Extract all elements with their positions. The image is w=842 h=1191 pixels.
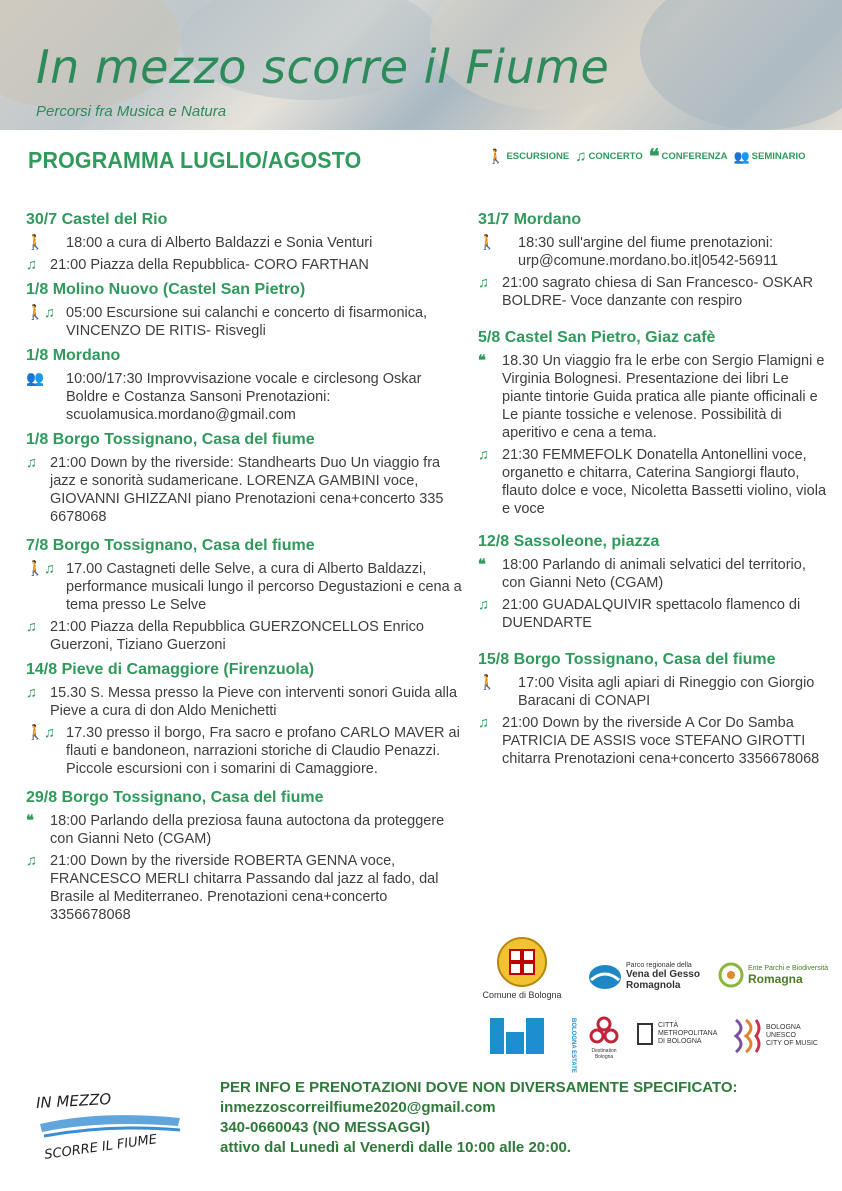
- event-title: 7/8 Borgo Tossignano, Casa del fiume: [26, 537, 315, 554]
- logo-label: Vena del Gesso: [626, 969, 700, 980]
- event-type-icon: ♫: [26, 257, 37, 273]
- legend-label: CONFERENZA: [661, 151, 728, 162]
- event-block: [478, 210, 828, 310]
- legend-item: [648, 145, 728, 168]
- logo-label: Destination Bologna: [591, 1048, 617, 1060]
- event-title: 1/8 Mordano: [26, 347, 121, 364]
- event-text: 21:00 sagrato chiesa di San Francesco- OSKAR BOLDRE- Voce danzante con respiro: [502, 275, 814, 309]
- bologna-estate-logo: [488, 1016, 546, 1056]
- event-text: 21:00 Piazza della Repubblica- CORO FARTHAN: [50, 257, 369, 273]
- event-title: 30/7 Castel del Rio: [26, 211, 168, 228]
- event-title: 5/8 Castel San Pietro, Giaz cafè: [478, 329, 716, 346]
- logo-label: CITTÀ: [658, 1022, 679, 1029]
- logo-label: DI BOLOGNA: [658, 1038, 702, 1045]
- legend-item: [575, 148, 642, 165]
- event-type-icon: ♫: [26, 853, 37, 869]
- program-heading: PROGRAMMA LUGLIO/AGOSTO: [28, 147, 362, 173]
- event-block: [26, 660, 466, 778]
- event-block: [26, 430, 466, 526]
- people-icon: 👥: [733, 148, 750, 164]
- event-text: 15.30 S. Messa presso la Pieve con interventi sonori Guida alla Pieve a cura di don Aldo Menichetti: [50, 685, 458, 719]
- legend-label: CONCERTO: [588, 151, 643, 162]
- event-text: 10:00/17:30 Improvvisazione vocale e circlesong Oskar Boldre e Costanza Sansoni Prenotazioni: scuolamusica.mordano@gmail.com: [66, 371, 422, 423]
- event-text: 21:00 Down by the riverside A Cor Do Samba PATRICIA DE ASSIS voce STEFANO GIROTTI chitarra Prenotazioni cena+concerto 3356678068: [502, 715, 820, 767]
- event-type-icon: ♫: [478, 715, 489, 731]
- logo-label: Romagnola: [626, 980, 681, 991]
- event-item: [26, 724, 466, 778]
- footer-info: [220, 1078, 738, 1158]
- event-title: 29/8 Borgo Tossignano, Casa del fiume: [26, 789, 324, 806]
- bologna-crest-icon: [496, 936, 548, 988]
- event-text: 17.00 Castagneti delle Selve, a cura di Alberto Baldazzi, performance musicali lungo il percorso Degustazioni e cena a tema presso Le Selve: [66, 561, 462, 613]
- footer-email[interactable]: inmezzoscorreilfiume2020@gmail.com: [220, 1099, 496, 1116]
- logo-label: BOLOGNA: [766, 1024, 801, 1031]
- event-type-icon: 🚶♫: [26, 725, 55, 741]
- event-item: [478, 352, 828, 442]
- event-block: [26, 210, 466, 274]
- event-type-icon: 🚶♫: [26, 305, 55, 321]
- event-title: 14/8 Pieve di Camaggiore (Firenzuola): [26, 661, 315, 678]
- event-item: [26, 234, 466, 252]
- unesco-logo: [732, 1016, 832, 1056]
- event-text: 05:00 Escursione sui calanchi e concerto di fisarmonica, VINCENZO DE RITIS- Risvegli: [66, 305, 428, 339]
- event-item: [26, 454, 466, 526]
- logo-label: UNESCO: [766, 1032, 796, 1039]
- handwritten-signature: [30, 1080, 190, 1170]
- event-title: 15/8 Borgo Tossignano, Casa del fiume: [478, 651, 776, 668]
- event-block: [26, 536, 466, 654]
- event-title: 1/8 Borgo Tossignano, Casa del fiume: [26, 431, 315, 448]
- park-logo: [588, 962, 708, 991]
- event-item: [26, 560, 466, 614]
- event-text: 18:30 sull'argine del fiume prenotazioni: urp@comune.mordano.bo.it|0542-56911: [518, 235, 779, 269]
- romagna-logo: [718, 962, 838, 988]
- event-text: 18:00 Parlando di animali selvatici del territorio, con Gianni Neto (CGAM): [502, 557, 806, 591]
- logo-label: Romagna: [748, 971, 803, 986]
- event-item: [478, 234, 828, 270]
- event-type-icon: ♫: [26, 685, 37, 701]
- destination-bologna-logo: [584, 1016, 624, 1060]
- event-type-icon: ♫: [478, 275, 489, 291]
- event-item: [478, 446, 828, 518]
- city-icon: [636, 1022, 654, 1046]
- event-block: [478, 328, 828, 518]
- event-text: 21:00 GUADALQUIVIR spettacolo flamenco di DUENDARTE: [502, 597, 801, 631]
- event-item: [26, 812, 466, 848]
- quote-icon: ❝: [648, 145, 660, 168]
- event-text: 21:00 Down by the riverside: Standhearts Duo Un viaggio fra jazz e sonorità sudamericane. LORENZA GAMBINI voce, GIOVANNI GHIZZANI piano Prenotazioni cena+concerto 335 6678068: [50, 455, 444, 525]
- event-text: 21:30 FEMMEFOLK Donatella Antonellini voce, organetto e chitarra, Caterina Sangiorgi flauto, flauto dolce e voce, Nicoletta Bassetti violino, viola e voce: [502, 447, 827, 517]
- event-type-icon: ❝: [478, 557, 486, 573]
- event-title: 12/8 Sassoleone, piazza: [478, 533, 660, 550]
- event-block: [26, 346, 466, 424]
- event-type-icon: ❝: [26, 813, 34, 829]
- citta-metropolitana-logo: [636, 1022, 726, 1046]
- destination-icon: [589, 1016, 619, 1046]
- footer-hours: attivo dal Lunedì al Venerdì dalle 10:00 alle 20:00.: [220, 1139, 571, 1156]
- event-item: [26, 684, 466, 720]
- event-item: [478, 274, 828, 310]
- logo-label: METROPOLITANA: [658, 1030, 718, 1037]
- logo-label: Parco regionale della: [626, 962, 692, 969]
- event-text: 17.30 presso il borgo, Fra sacro e profano CARLO MAVER ai flauti e bandoneon, narrazioni storiche di Claudio Penazzi. Piccole escursioni con i somarini di Camaggiore.: [66, 725, 460, 777]
- event-text: 21:00 Down by the riverside ROBERTA GENNA voce, FRANCESCO MERLI chitarra Passando dal jazz al fado, dal Brasile al Mediterraneo. Prenotazioni cena+concerto 3356678068: [50, 853, 439, 923]
- event-type-icon: ♫: [26, 455, 37, 471]
- flower-icon: [718, 962, 744, 988]
- legend-item: [487, 148, 569, 165]
- event-text: 21:00 Piazza della Repubblica GUERZONCELLOS Enrico Guerzoni, Tiziano Guerzoni: [50, 619, 424, 653]
- comune-bologna-logo: [482, 936, 562, 1000]
- music-note-icon: ♫: [575, 148, 587, 165]
- logo-label: Comune di Bologna: [482, 990, 562, 1000]
- event-item: [26, 852, 466, 924]
- event-item: [478, 714, 828, 768]
- event-block: [478, 650, 828, 768]
- legend-label: ESCURSIONE: [506, 151, 570, 162]
- event-title: 31/7 Mordano: [478, 211, 582, 228]
- event-block: [26, 280, 466, 340]
- event-item: [26, 304, 466, 340]
- logo-label: Ente Parchi e Biodiversità: [748, 964, 829, 972]
- signature-line: IN MEZZO: [35, 1090, 112, 1112]
- legend: [487, 145, 806, 168]
- park-icon: [588, 964, 622, 990]
- estate-icon: [488, 1016, 546, 1056]
- event-type-icon: 🚶: [26, 235, 45, 251]
- footer-phone: 340-0660043 (NO MESSAGGI): [220, 1119, 431, 1136]
- left-column: [26, 210, 466, 924]
- event-type-icon: 🚶: [478, 235, 497, 251]
- music-city-icon: [732, 1016, 762, 1056]
- event-type-icon: 🚶♫: [26, 561, 55, 577]
- event-item: [26, 256, 466, 274]
- logo-label: CITY OF MUSIC: [766, 1040, 818, 1047]
- page-title: In mezzo scorre il Fiume: [36, 40, 610, 94]
- event-text: 17:00 Visita agli apiari di Rineggio con Giorgio Baracani di CONAPI: [518, 675, 815, 709]
- event-item: [478, 596, 828, 632]
- event-item: [478, 556, 828, 592]
- right-column: [478, 210, 828, 768]
- event-text: 18.30 Un viaggio fra le erbe con Sergio Flamigni e Virginia Bolognesi. Presentazione dei libri Le piante tintorie Guida pratica alle piante officinali e Le piante tossiche e velenose. Possibilità di aperitivo e cena a tema.: [502, 353, 825, 441]
- event-type-icon: ♫: [478, 447, 489, 463]
- event-type-icon: 🚶: [478, 675, 497, 691]
- event-item: [26, 618, 466, 654]
- event-item: [26, 370, 466, 424]
- event-type-icon: ♫: [26, 619, 37, 635]
- page-subtitle: Percorsi fra Musica e Natura: [36, 103, 227, 120]
- footer-heading: PER INFO E PRENOTAZIONI DOVE NON DIVERSAMENTE SPECIFICATO:: [220, 1079, 738, 1096]
- event-text: 18:00 Parlando della preziosa fauna autoctona da proteggere con Gianni Neto (CGAM): [50, 813, 445, 847]
- event-block: [26, 788, 466, 924]
- event-block: [478, 532, 828, 632]
- legend-label: SEMINARIO: [751, 151, 806, 162]
- event-title: 1/8 Molino Nuovo (Castel San Pietro): [26, 281, 306, 298]
- event-item: [478, 674, 828, 710]
- event-type-icon: 👥: [26, 371, 45, 387]
- event-type-icon: ♫: [478, 597, 489, 613]
- estate-label: BOLOGNA ESTATE: [570, 1018, 576, 1073]
- hiker-icon: 🚶: [487, 148, 505, 164]
- event-type-icon: ❝: [478, 353, 486, 369]
- legend-item: [733, 149, 805, 165]
- event-text: 18:00 a cura di Alberto Baldazzi e Sonia Venturi: [66, 235, 373, 251]
- signature-line: SCORRE IL FIUME: [43, 1132, 158, 1163]
- rock-shape: [640, 0, 842, 130]
- header-banner: [0, 0, 842, 130]
